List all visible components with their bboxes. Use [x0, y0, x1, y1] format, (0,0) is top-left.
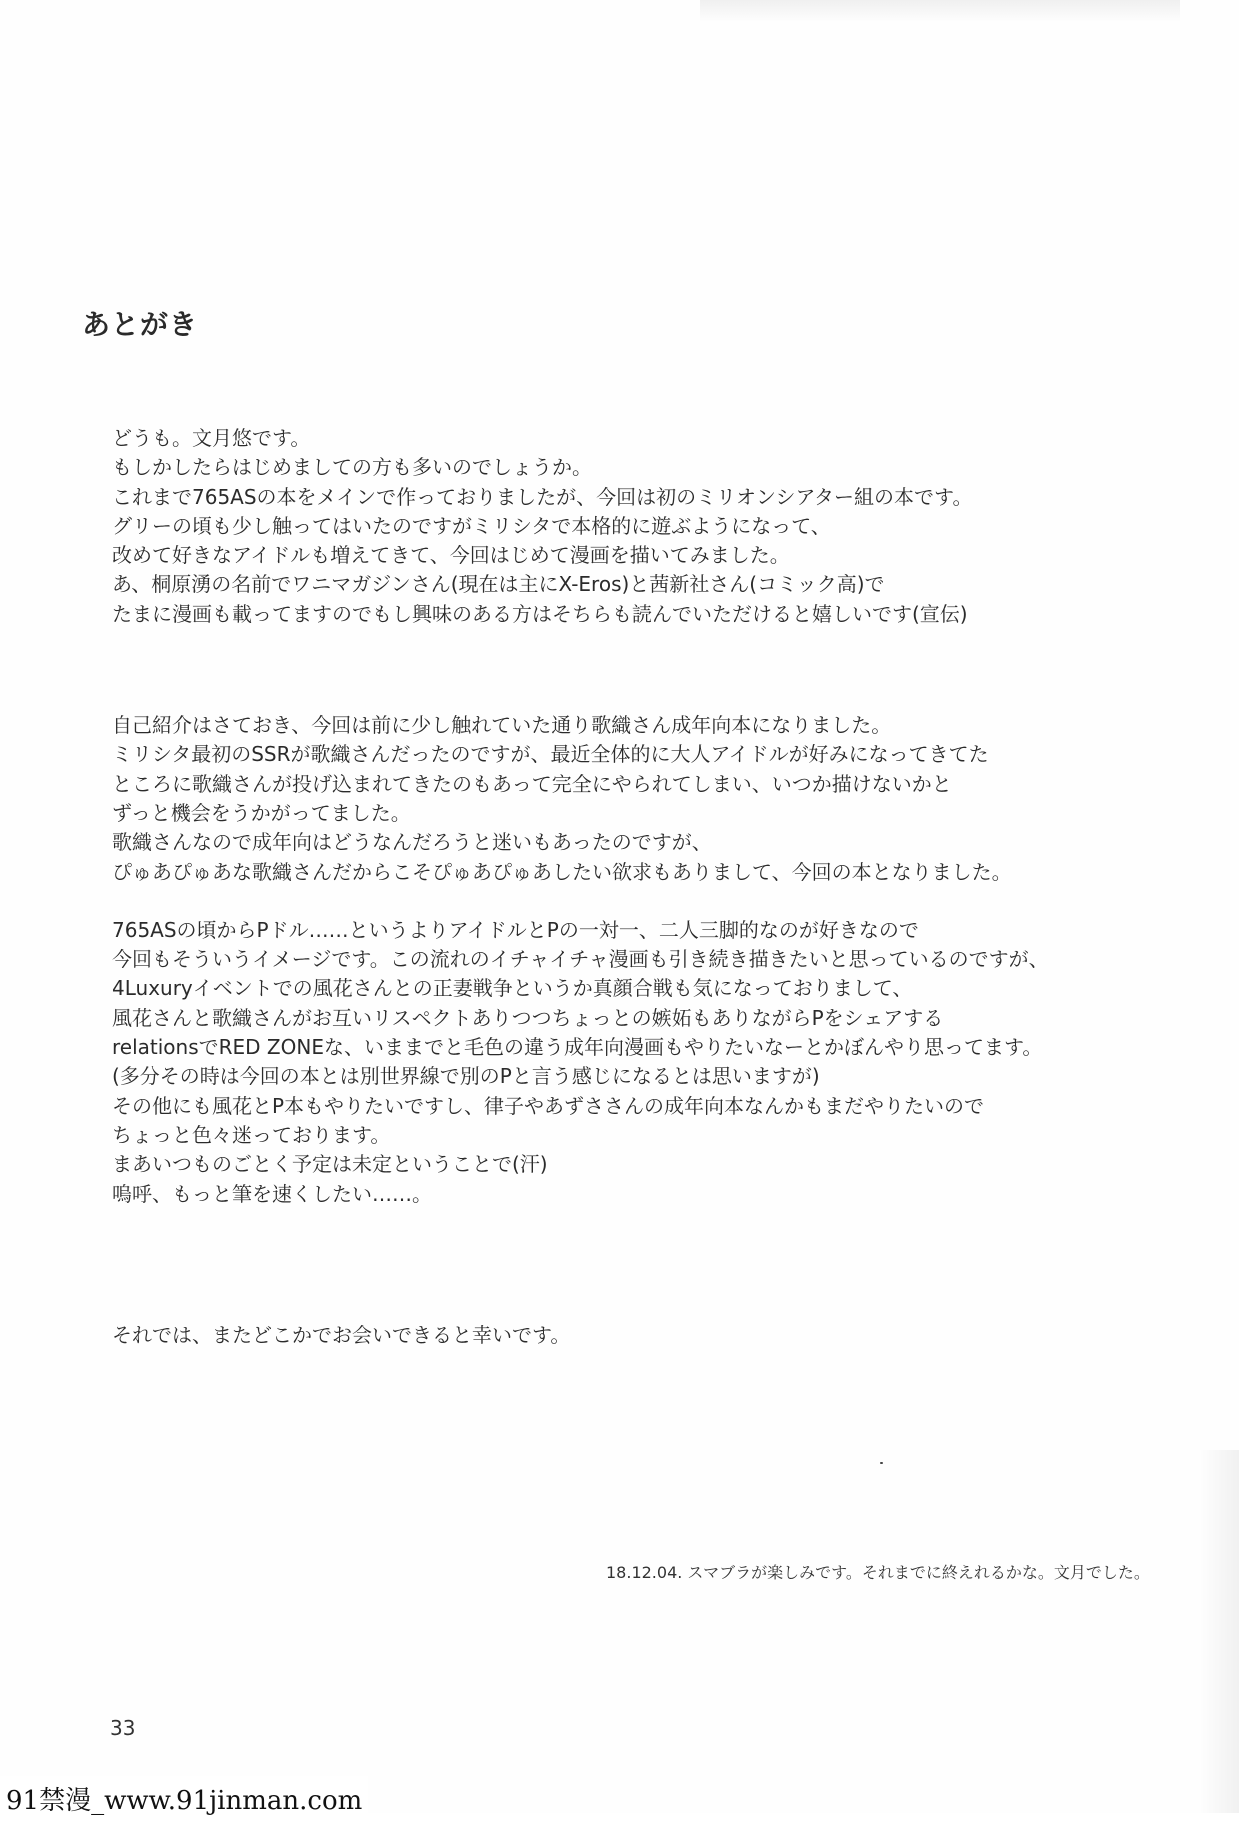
- afterword-body: [112, 424, 1152, 1350]
- paragraph-gap: [112, 629, 1152, 711]
- paragraph-gap: [112, 887, 1152, 916]
- text-line: ちょっと色々迷っております。: [112, 1122, 391, 1147]
- scan-shadow-right: [1199, 1450, 1239, 1813]
- paragraph-about-book: [112, 711, 1152, 887]
- scan-speck: [880, 1462, 883, 1464]
- site-watermark: 91禁漫_www.91jinman.com: [0, 1776, 368, 1821]
- page-number: 33: [110, 1716, 136, 1740]
- page-title: あとがき: [82, 307, 199, 341]
- text-line: ところに歌織さんが投げ込まれてきたのもあって完全にやられてしまい、いつか描けないかと: [112, 771, 952, 796]
- text-line: 自己紹介はさておき、今回は前に少し触れていた通り歌織さん成年向本になりました。: [112, 713, 892, 738]
- paragraph-future-plans: [112, 916, 1152, 1209]
- text-line: 歌織さんなので成年向はどうなんだろうと迷いもあったのですが、: [112, 830, 712, 855]
- text-line: 改めて好きなアイドルも増えてきて、今回はじめて漫画を描いてみました。: [112, 543, 790, 568]
- text-line: グリーの頃も少し触ってはいたのですがミリシタで本格的に遊ぶようになって、: [112, 513, 831, 538]
- scan-shadow-top: [700, 0, 1180, 22]
- text-line: (多分その時は今回の本とは別世界線で別のPと言う感じになるとは思いますが): [112, 1064, 820, 1089]
- text-line: 嗚呼、もっと筆を速くしたい……。: [112, 1181, 432, 1206]
- text-line: それでは、またどこかでお会いできると幸いです。: [112, 1322, 571, 1347]
- text-line: ぴゅあぴゅあな歌織さんだからこそぴゅあぴゅあしたい欲求もありまして、今回の本となりました。: [112, 859, 1012, 884]
- text-line: 4Luxuryイベントでの風花さんとの正妻戦争というか真顔合戦も気になっておりまして、: [112, 976, 913, 1001]
- text-line: たまに漫画も載ってますのでもし興味のある方はそちらも読んでいただけると嬉しいです(宣伝): [112, 601, 968, 626]
- text-line: どうも。文月悠です。: [112, 426, 311, 450]
- text-line: これまで765ASの本をメインで作っておりましたが、今回は初のミリオンシアター組の本です。: [112, 484, 973, 509]
- text-line: ずっと機会をうかがってました。: [112, 800, 411, 825]
- text-line: その他にも風花とP本もやりたいですし、律子やあずささんの成年向本なんかもまだやりたいので: [112, 1093, 985, 1118]
- date-signature-note: 18.12.04. スマブラが楽しみです。それまでに終えれるかな。文月でした。: [606, 1563, 1150, 1582]
- paragraph-closing: [112, 1321, 1152, 1350]
- text-line: ミリシタ最初のSSRが歌織さんだったのですが、最近全体的に大人アイドルが好みになってきてた: [112, 742, 989, 767]
- paragraph-gap: [112, 1209, 1152, 1321]
- text-line: relationsでRED ZONEな、いままでと毛色の違う成年向漫画もやりたいなーとかぼんやり思ってます。: [112, 1035, 1043, 1060]
- text-line: 今回もそういうイメージです。この流れのイチャイチャ漫画も引き続き描きたいと思っているのですが、: [112, 947, 1049, 972]
- text-line: 765ASの頃からPドル……というよりアイドルとPの一対一、二人三脚的なのが好きなので: [112, 917, 919, 942]
- text-line: まあいつものごとく予定は未定ということで(汗): [112, 1152, 548, 1177]
- text-line: 風花さんと歌織さんがお互いリスペクトありつつちょっとの嫉妬もありながらPをシェアする: [112, 1005, 944, 1030]
- paragraph-intro: [112, 424, 1152, 629]
- text-line: もしかしたらはじめましての方も多いのでしょうか。: [112, 455, 592, 480]
- text-line: あ、桐原湧の名前でワニマガジンさん(現在は主にX-Eros)と茜新社さん(コミック高)で: [112, 572, 885, 597]
